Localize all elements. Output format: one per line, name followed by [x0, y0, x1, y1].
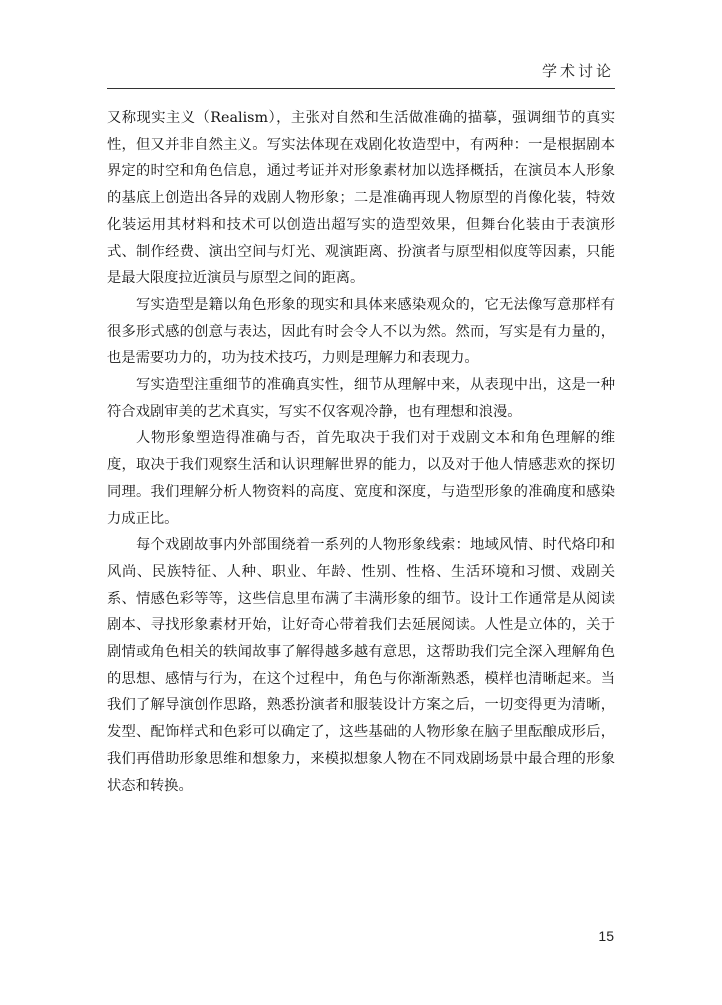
paragraph-2: 写实造型是籍以角色形象的现实和具体来感染观众的，它无法像写意那样有很多形式感的创意与表达，因此有时会令人不以为然。然而，写实是有力量的，也是需要功力的，功为技术技巧，力则是理解力和表现力。: [107, 296, 615, 367]
page-number: 15: [598, 928, 614, 944]
paragraph-5: 每个戏剧故事内外部围绕着一系列的人物形象线索：地域风情、时代烙印和风尚、民族特征、人种、职业、年龄、性别、性格、生活环境和习惯、戏剧关系、情感色彩等等，这些信息里布满了丰满形象的细节。设计工作通常是从阅读剧本、寻找形象素材开始，让好奇心带着我们去延展阅读。人性是立体的，关于剧情或角色相关的轶闻故事了解得越多越有意思，这帮助我们完全深入理解角色的思想、感情与行为，在这个过程中，角色与你渐渐熟悉，模样也清晰起来。当我们了解导演创作思路，熟悉扮演者和服装设计方案之后，一切变得更为清晰，发型、配饰样式和色彩可以确定了，这些基础的人物形象在脑子里酝酿成形后，我们再借助形象思维和想象力，来模拟想象人物在不同戏剧场景中最合理的形象状态和转换。: [107, 537, 615, 794]
paragraph-1: 又称现实主义（Realism），主张对自然和生活做准确的描摹，强调细节的真实性，但又并非自然主义。写实法体现在戏剧化妆造型中，有两种：一是根据剧本界定的时空和角色信息，通过考证并对形象素材加以选择概括，在演员本人形象的基底上创造出各异的戏剧人物形象；二是准确再现人物原型的肖像化装，特效化装运用其材料和技术可以创造出超写实的造型效果，但舞台化装由于表演形式、制作经费、演出空间与灯光、观演距离、扮演者与原型相似度等因素，只能是最大限度拉近演员与原型之间的距离。: [107, 110, 615, 287]
article-body: [107, 105, 615, 799]
paragraph-3: 写实造型注重细节的准确真实性，细节从理解中来，从表现中出，这是一种符合戏剧审美的艺术真实，写实不仅客观冷静，也有理想和浪漫。: [107, 377, 615, 420]
running-head: 学术讨论: [541, 62, 614, 80]
header-divider: [107, 88, 615, 89]
paragraph-4: 人物形象塑造得准确与否，首先取决于我们对于戏剧文本和角色理解的维度，取决于我们观察生活和认识理解世界的能力，以及对于他人情感悲欢的探切同理。我们理解分析人物资料的高度、宽度和深度，与造型形象的准确度和感染力成正比。: [107, 430, 615, 527]
